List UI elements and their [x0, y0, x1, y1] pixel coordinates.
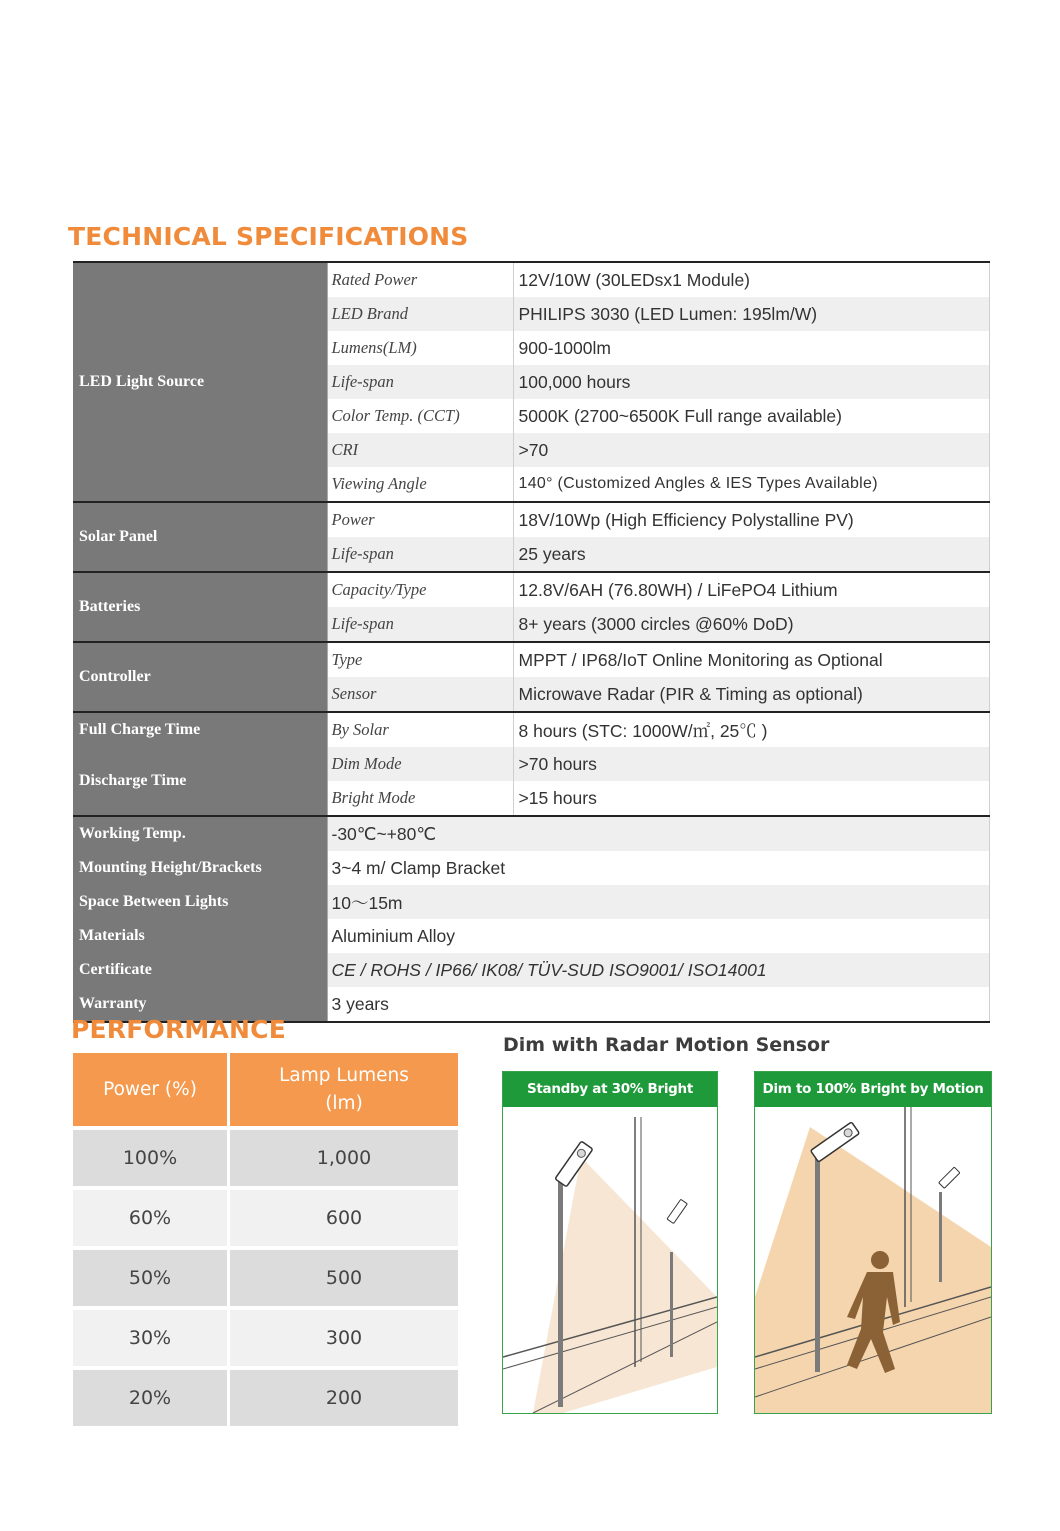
power-cell: 20% — [73, 1368, 229, 1428]
spec-row — [73, 816, 989, 851]
spec-value: >70 — [513, 433, 989, 467]
spec-value: 3~4 m/ Clamp Bracket — [327, 851, 989, 885]
spec-param: Type — [327, 642, 513, 677]
spec-value: 5000K (2700~6500K Full range available) — [513, 399, 989, 433]
spec-value: 25 years — [513, 537, 989, 572]
spec-category-charge: Full Charge Time — [73, 712, 327, 747]
spec-param: Color Temp. (CCT) — [327, 399, 513, 433]
spec-row — [73, 919, 989, 953]
standby-banner: Standby at 30% Bright — [503, 1072, 717, 1107]
spec-param: Power — [327, 502, 513, 537]
spec-param: Life-span — [327, 607, 513, 642]
spec-category-warranty: Warranty — [73, 987, 327, 1022]
lumens-header-text: Lamp Lumens (lm) — [279, 1064, 409, 1114]
spec-row — [73, 572, 989, 607]
motion-illustration-panel — [754, 1071, 992, 1414]
spec-param: Dim Mode — [327, 747, 513, 781]
spec-table — [73, 261, 990, 1023]
performance-header-power: Power (%) — [73, 1053, 229, 1128]
spec-param: Viewing Angle — [327, 467, 513, 502]
spec-param: Rated Power — [327, 262, 513, 297]
spec-value: Microwave Radar (PIR & Timing as optional) — [513, 677, 989, 712]
performance-table — [73, 1053, 458, 1430]
spec-value: -30℃~+80℃ — [327, 816, 989, 851]
power-cell: 30% — [73, 1308, 229, 1368]
spec-value: 3 years — [327, 987, 989, 1022]
spec-value: 8 hours (STC: 1000W/㎡, 25℃ ) — [513, 712, 989, 747]
spec-row — [73, 851, 989, 885]
power-cell: 60% — [73, 1188, 229, 1248]
spec-category-working-temp: Working Temp. — [73, 816, 327, 851]
standby-street-scene-illustration — [503, 1107, 717, 1413]
spec-category-spacing: Space Between Lights — [73, 885, 327, 919]
spec-value: PHILIPS 3030 (LED Lumen: 195lm/W) — [513, 297, 989, 331]
spec-value: >70 hours — [513, 747, 989, 781]
spec-param: By Solar — [327, 712, 513, 747]
performance-header-lumens — [229, 1053, 459, 1128]
spec-category-mounting: Mounting Height/Brackets — [73, 851, 327, 885]
spec-category-batteries: Batteries — [73, 572, 327, 642]
spec-value: 8+ years (3000 circles @60% DoD) — [513, 607, 989, 642]
spec-param: Capacity/Type — [327, 572, 513, 607]
spec-value: 12V/10W (30LEDsx1 Module) — [513, 262, 989, 297]
spec-category-solar: Solar Panel — [73, 502, 327, 572]
table-row — [73, 1188, 458, 1248]
spec-param: LED Brand — [327, 297, 513, 331]
spec-row — [73, 885, 989, 919]
spec-value: 140° (Customized Angles & IES Types Available) — [513, 467, 989, 502]
lumens-cell: 1,000 — [229, 1128, 459, 1188]
spec-param: Sensor — [327, 677, 513, 712]
lumens-cell: 300 — [229, 1308, 459, 1368]
table-row — [73, 1308, 458, 1368]
spec-value: 18V/10Wp (High Efficiency Polystalline PV) — [513, 502, 989, 537]
technical-specifications-heading: TECHNICAL SPECIFICATIONS — [68, 222, 469, 251]
spec-value: 100,000 hours — [513, 365, 989, 399]
spec-row — [73, 502, 989, 537]
spec-value: MPPT / IP68/IoT Online Monitoring as Optional — [513, 642, 989, 677]
power-cell: 100% — [73, 1128, 229, 1188]
table-row — [73, 1368, 458, 1428]
spec-row — [73, 953, 989, 987]
spec-param: CRI — [327, 433, 513, 467]
spec-value: 12.8V/6AH (76.80WH) / LiFePO4 Lithium — [513, 572, 989, 607]
spec-row — [73, 262, 989, 297]
lumens-cell: 500 — [229, 1248, 459, 1308]
spec-category-led: LED Light Source — [73, 262, 327, 502]
spec-category-discharge: Discharge Time — [73, 747, 327, 816]
spec-value: 900-1000lm — [513, 331, 989, 365]
spec-param: Life-span — [327, 537, 513, 572]
spec-row — [73, 747, 989, 781]
table-row — [73, 1248, 458, 1308]
spec-category-controller: Controller — [73, 642, 327, 712]
spec-value: CE / ROHS / IP66/ IK08/ TÜV-SUD ISO9001/ ISO14001 — [327, 953, 989, 987]
performance-header-row — [73, 1053, 458, 1128]
sensor-section-title: Dim with Radar Motion Sensor — [503, 1034, 830, 1056]
power-cell: 50% — [73, 1248, 229, 1308]
performance-heading: PERFORMANCE — [71, 1015, 287, 1044]
standby-illustration-panel — [502, 1071, 718, 1414]
motion-banner: Dim to 100% Bright by Motion — [755, 1072, 991, 1107]
spec-row — [73, 642, 989, 677]
spec-param: Bright Mode — [327, 781, 513, 816]
spec-row — [73, 712, 989, 747]
spec-category-certificate: Certificate — [73, 953, 327, 987]
spec-value: Aluminium Alloy — [327, 919, 989, 953]
lumens-cell: 200 — [229, 1368, 459, 1428]
spec-category-materials: Materials — [73, 919, 327, 953]
spec-param: Life-span — [327, 365, 513, 399]
table-row — [73, 1128, 458, 1188]
spec-param: Lumens(LM) — [327, 331, 513, 365]
motion-street-scene-illustration — [755, 1107, 991, 1413]
spec-value: 10～15m — [327, 885, 989, 919]
spec-value: >15 hours — [513, 781, 989, 816]
lumens-cell: 600 — [229, 1188, 459, 1248]
